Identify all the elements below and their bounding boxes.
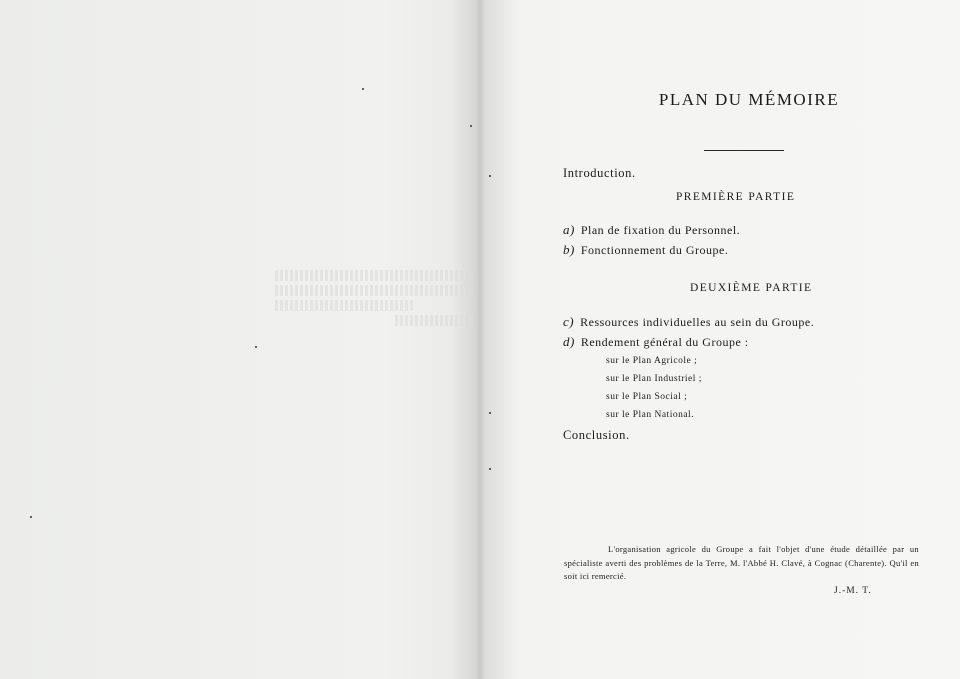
sub-item-social: sur le Plan Social ; bbox=[606, 392, 688, 402]
speck bbox=[255, 346, 257, 348]
right-page bbox=[484, 0, 960, 679]
speck bbox=[489, 468, 491, 470]
show-through-text bbox=[275, 270, 475, 330]
conclusion-line: Conclusion. bbox=[563, 428, 630, 442]
speck bbox=[470, 125, 472, 127]
signature: J.-M. T. bbox=[834, 586, 872, 596]
item-marker: d) bbox=[563, 334, 575, 349]
toc-item-c bbox=[563, 314, 814, 330]
partie-1-heading: PREMIÈRE PARTIE bbox=[676, 191, 796, 203]
item-text: Plan de fixation du Personnel. bbox=[580, 223, 741, 237]
item-text: Ressources individuelles au sein du Groupe. bbox=[580, 315, 815, 329]
speck bbox=[30, 516, 32, 518]
speck bbox=[489, 412, 491, 414]
toc-item-a bbox=[563, 222, 740, 238]
partie-2-heading: DEUXIÈME PARTIE bbox=[690, 282, 813, 294]
sub-item-agricole: sur le Plan Agricole ; bbox=[606, 356, 698, 366]
speck bbox=[489, 175, 491, 177]
introduction-line: Introduction. bbox=[563, 166, 636, 180]
item-marker: b) bbox=[563, 242, 575, 257]
item-marker: c) bbox=[563, 314, 575, 329]
item-marker: a) bbox=[563, 222, 575, 237]
item-text: Fonctionnement du Groupe. bbox=[580, 243, 729, 257]
item-text: Rendement général du Groupe : bbox=[580, 335, 749, 349]
speck bbox=[362, 88, 364, 90]
toc-item-b bbox=[563, 242, 728, 258]
toc-item-d bbox=[563, 334, 749, 350]
title-rule bbox=[704, 150, 784, 151]
sub-item-national: sur le Plan National. bbox=[606, 410, 695, 420]
sub-item-industriel: sur le Plan Industriel ; bbox=[606, 374, 702, 384]
page-title: PLAN DU MÉMOIRE bbox=[658, 90, 840, 109]
acknowledgement-note: L'organisation agricole du Groupe a fait l'objet d'une étude détaillée par un spécialiste averti des problèmes de la Terre, M. l'Abbé H. Clavé, à Cognac (Charente). Qu'il en soit ici remercié. bbox=[564, 544, 919, 581]
